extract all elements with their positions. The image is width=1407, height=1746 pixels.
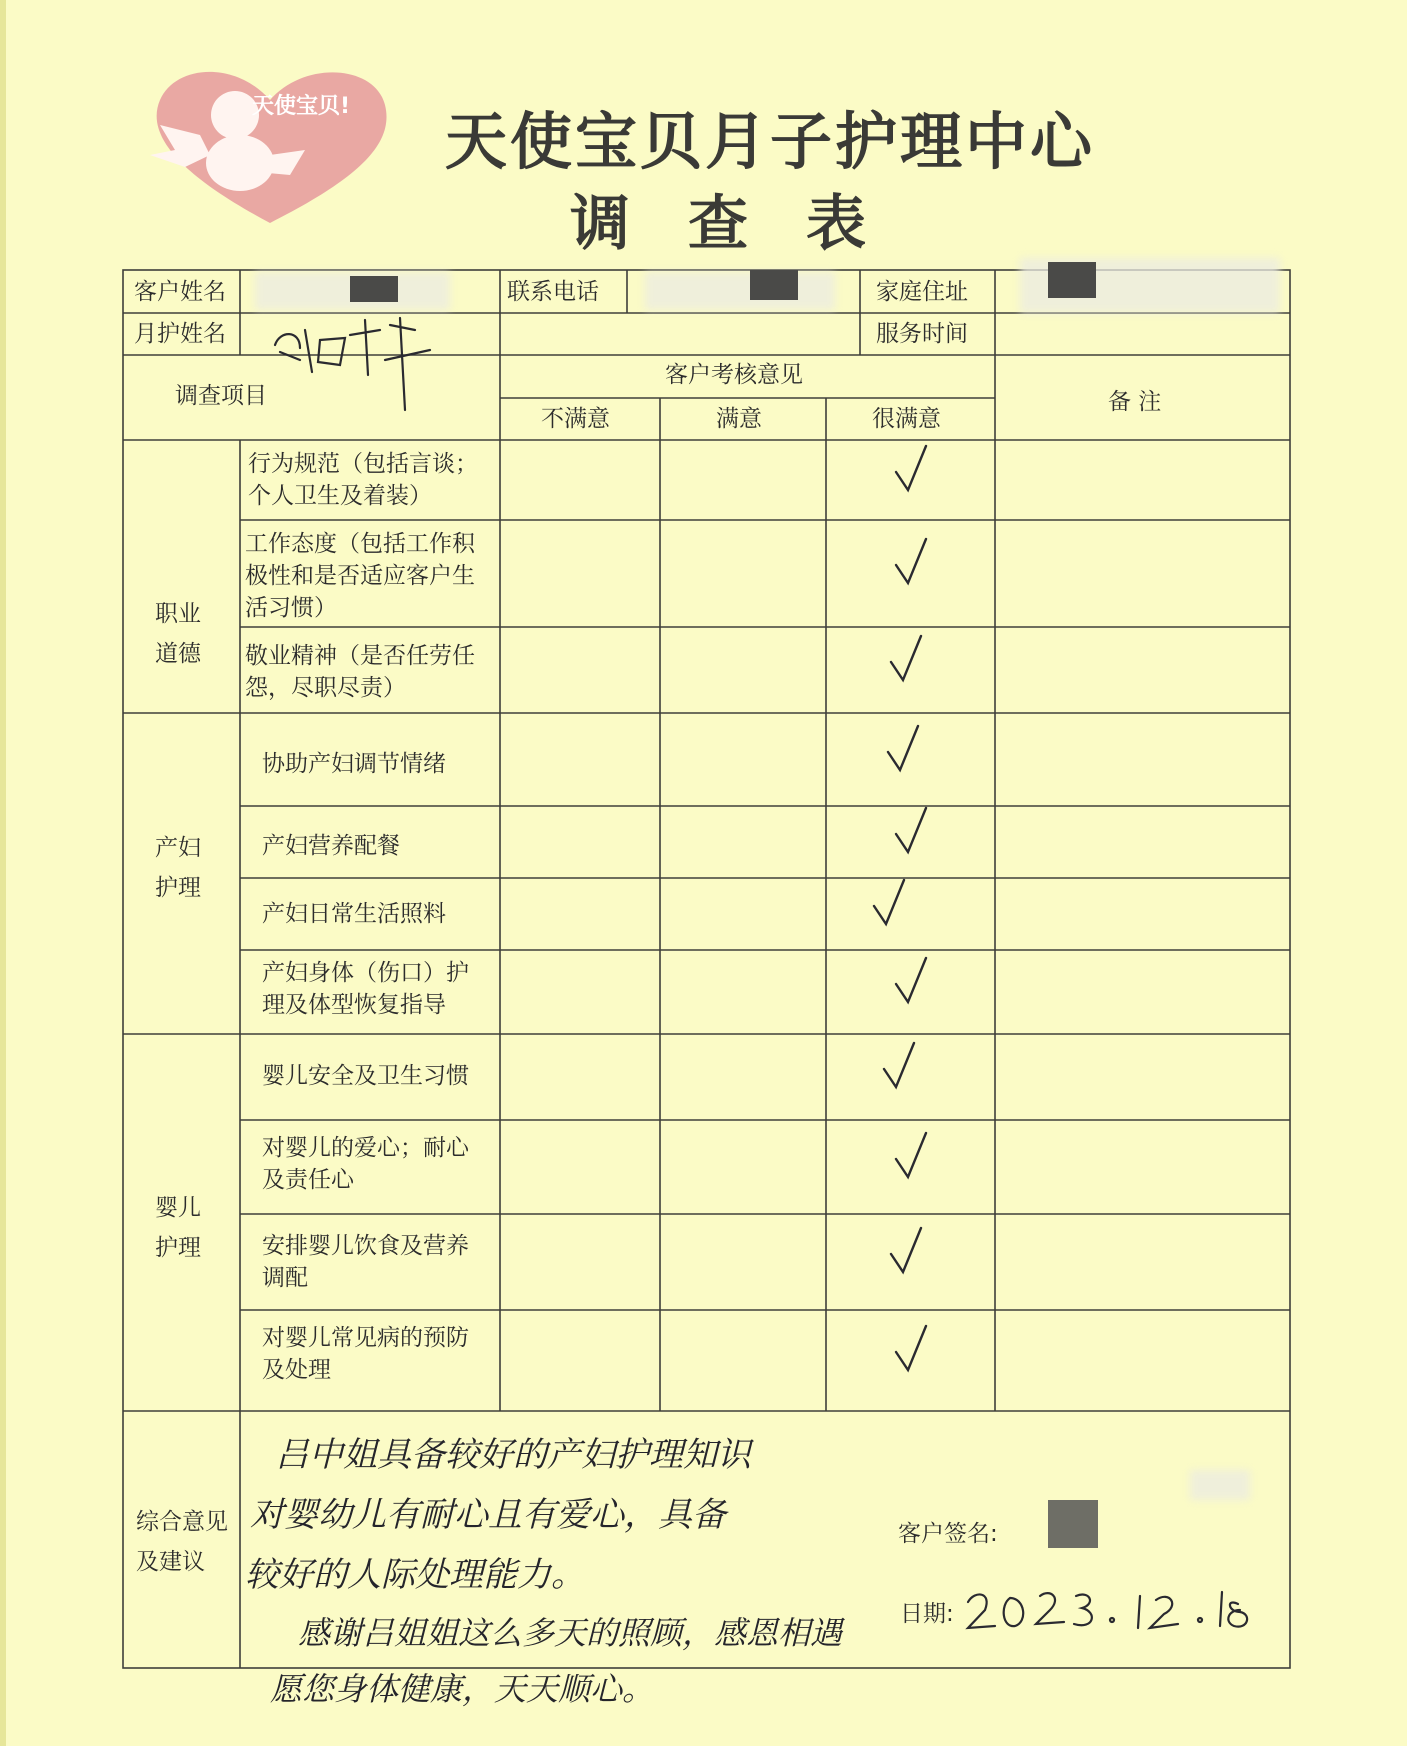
col-satisfied-header: 满意 — [716, 406, 762, 432]
phone-redaction-blur — [645, 272, 835, 310]
comment-line-2: 对婴幼儿有耐心且有爱心，具备 — [250, 1495, 726, 1535]
item-row-4: 协助产妇调节情绪 — [262, 751, 446, 777]
category-maternal: 产妇 护理 — [155, 835, 201, 901]
phone-redaction — [750, 270, 798, 300]
item-row-8: 婴儿安全及卫生习惯 — [262, 1063, 469, 1089]
page-subtitle: 调查表 — [570, 189, 924, 259]
comment-lines — [245, 1425, 1230, 1717]
item-row-7: 产妇身体（伤口）护 理及体型恢复指导 — [262, 960, 469, 1018]
col-dissatisfied-header: 不满意 — [541, 406, 610, 432]
item-row-10: 安排婴儿饮食及营养 调配 — [262, 1233, 469, 1291]
nurse-name-label: 月护姓名 — [134, 321, 226, 347]
logo-text: 天使宝贝! — [252, 94, 351, 119]
page-title: 天使宝贝月子护理中心 — [445, 105, 1096, 178]
service-time-label: 服务时间 — [876, 321, 968, 347]
item-row-9: 对婴儿的爱心；耐心 及责任心 — [262, 1135, 469, 1193]
phone-label: 联系电话 — [507, 279, 599, 305]
remark-header: 备 注 — [1108, 389, 1162, 415]
item-row-2: 工作态度（包括工作积 极性和是否适应客户生 活习惯） — [245, 531, 475, 621]
category-ethics: 职业 道德 — [155, 601, 201, 667]
customer-name-redaction — [350, 276, 398, 302]
item-row-6: 产妇日常生活照料 — [262, 901, 446, 927]
comment-line-4: 感谢吕姐姐这么多天的照顾，感恩相遇 — [298, 1614, 843, 1652]
nurse-name-handwritten: 吕冲阁韩 — [270, 330, 274, 331]
address-redaction — [1048, 262, 1096, 298]
comments-label: 综合意见 及建议 — [136, 1509, 228, 1575]
item-row-11: 对婴儿常见病的预防 及处理 — [262, 1325, 469, 1383]
customer-opinion-header: 客户考核意见 — [665, 362, 803, 388]
customer-name-label: 客户姓名 — [134, 279, 226, 305]
col-very-satisfied-header: 很满意 — [872, 406, 941, 432]
signature-label: 客户签名: — [898, 1521, 998, 1547]
date-label: 日期: — [900, 1601, 954, 1627]
item-row-5: 产妇营养配餐 — [262, 833, 400, 859]
comment-line-3: 较好的人际处理能力。 — [245, 1555, 585, 1595]
address-label: 家庭住址 — [876, 279, 968, 305]
item-row-3: 敬业精神（是否任劳任 怨，尽职尽责） — [245, 643, 475, 701]
survey-item-header: 调查项目 — [175, 383, 267, 409]
comment-line-5: 愿您身体健康，天天顺心。 — [270, 1670, 655, 1708]
comment-line-1: 吕中姐具备较好的产妇护理知识 — [275, 1435, 751, 1475]
item-row-1: 行为规范（包括言谈； 个人卫生及着装） — [248, 451, 478, 509]
category-infant: 婴儿 护理 — [155, 1195, 201, 1261]
